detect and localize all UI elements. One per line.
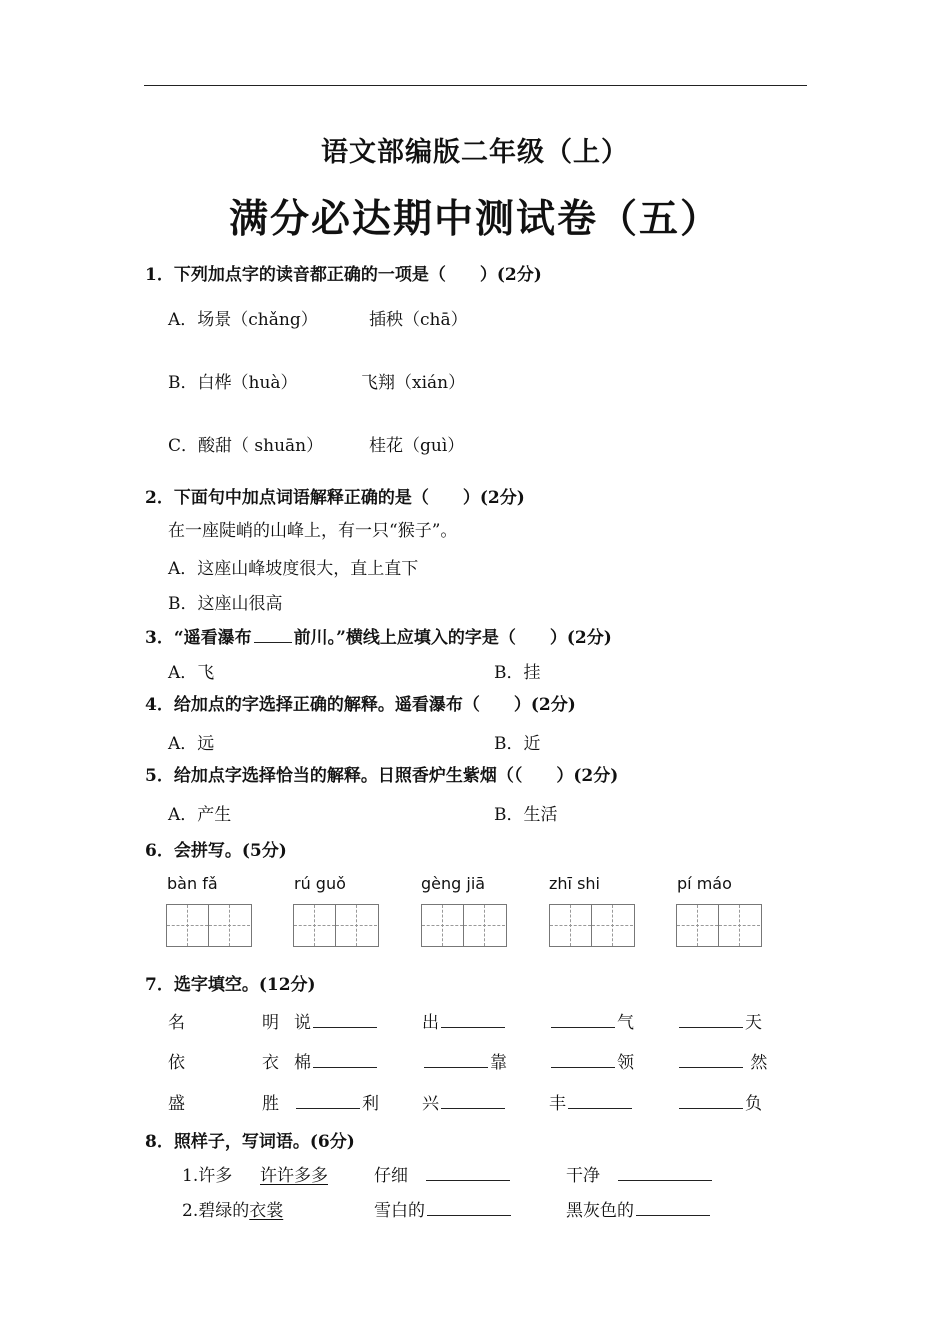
q3-option-b: B．挂 bbox=[494, 663, 541, 683]
q3-stem-start: 3．“遥看瀑布 bbox=[145, 628, 252, 648]
q1-option-c2: 桂花（guì） bbox=[369, 436, 465, 456]
q7-item bbox=[422, 1048, 507, 1073]
q8-blank[interactable] bbox=[427, 1200, 511, 1216]
q7-blank[interactable] bbox=[568, 1093, 632, 1109]
q8-blank[interactable] bbox=[636, 1200, 710, 1216]
q5-option-b: B．生活 bbox=[494, 805, 558, 825]
q7-blank[interactable] bbox=[441, 1012, 505, 1028]
q7-item bbox=[677, 1008, 762, 1033]
q7-item bbox=[294, 1008, 379, 1033]
q7-item bbox=[294, 1089, 379, 1114]
q7-choice-char: 衣 bbox=[262, 1053, 279, 1073]
q7-item bbox=[677, 1089, 762, 1114]
writing-grid-4[interactable] bbox=[549, 904, 635, 947]
q7-blank[interactable] bbox=[679, 1093, 743, 1109]
q7-choice-char: 依 bbox=[168, 1053, 185, 1073]
q8-line2-word bbox=[374, 1196, 513, 1221]
q1-option-a1: A．场景（chǎng） bbox=[168, 310, 318, 330]
q8-word: 干净 bbox=[566, 1166, 600, 1186]
q8-line1-word bbox=[374, 1161, 512, 1186]
question-4-stem: 4．给加点的字选择正确的解释。遥看瀑布（ ）(2分) bbox=[145, 695, 576, 715]
pinyin-2: rú guǒ bbox=[294, 874, 346, 893]
q7-choice-char: 明 bbox=[262, 1013, 279, 1033]
q1-option-b1: B．白桦（huà） bbox=[168, 373, 298, 393]
q2-option-b: B．这座山很高 bbox=[168, 594, 283, 614]
q8-blank[interactable] bbox=[618, 1165, 712, 1181]
question-6-stem: 6．会拼写。(5分) bbox=[145, 841, 287, 861]
pinyin-1: bàn fǎ bbox=[167, 874, 218, 893]
q8-line1-prompt: 1.许多 bbox=[182, 1166, 233, 1186]
q7-blank[interactable] bbox=[679, 1012, 743, 1028]
q7-item-char: 丰 bbox=[549, 1094, 566, 1114]
q3-fill-blank[interactable] bbox=[254, 627, 292, 643]
q8-line2-prefix: 2.碧绿的 bbox=[182, 1201, 250, 1221]
q8-line2-prompt bbox=[182, 1196, 283, 1221]
q8-word: 黑灰色的 bbox=[566, 1201, 634, 1221]
q7-item-char: 然 bbox=[750, 1053, 768, 1073]
q7-item bbox=[422, 1008, 507, 1033]
q8-line1-word bbox=[566, 1161, 714, 1186]
writing-grid-2[interactable] bbox=[293, 904, 379, 947]
q7-item-char: 负 bbox=[745, 1094, 762, 1114]
question-1-stem: 1．下列加点字的读音都正确的一项是（ ）(2分) bbox=[145, 265, 542, 285]
q2-option-a: A．这座山峰坡度很大，直上直下 bbox=[168, 559, 419, 579]
question-2-stem: 2．下面句中加点词语解释正确的是（ ）(2分) bbox=[145, 488, 525, 508]
q7-blank[interactable] bbox=[313, 1012, 377, 1028]
pinyin-5: pí máo bbox=[677, 874, 732, 893]
q7-item-char: 领 bbox=[617, 1053, 634, 1073]
q7-item bbox=[422, 1089, 507, 1114]
q7-item-char: 气 bbox=[617, 1013, 634, 1033]
q7-item-char: 说 bbox=[294, 1013, 311, 1033]
q7-item-char: 靠 bbox=[490, 1053, 507, 1073]
q4-option-b: B．近 bbox=[494, 734, 541, 754]
q7-blank[interactable] bbox=[551, 1012, 615, 1028]
writing-grid-3[interactable] bbox=[421, 904, 507, 947]
q8-word: 雪白的 bbox=[374, 1201, 425, 1221]
q7-blank[interactable] bbox=[313, 1052, 377, 1068]
q8-line2-example: 衣裳 bbox=[249, 1201, 284, 1221]
q8-line1-example: 许许多多 bbox=[260, 1166, 328, 1186]
q7-blank[interactable] bbox=[679, 1052, 743, 1068]
q7-choice-char: 胜 bbox=[262, 1094, 279, 1114]
question-8-stem: 8．照样子，写词语。(6分) bbox=[145, 1132, 355, 1152]
question-7-stem: 7．选字填空。(12分) bbox=[145, 975, 316, 995]
pinyin-3: gèng jiā bbox=[421, 874, 486, 893]
q7-item bbox=[677, 1048, 767, 1073]
question-3-stem bbox=[145, 623, 612, 648]
q7-choice-char: 盛 bbox=[168, 1094, 185, 1114]
q3-option-a: A．飞 bbox=[168, 663, 215, 683]
q7-blank[interactable] bbox=[424, 1052, 488, 1068]
q8-word: 仔细 bbox=[374, 1166, 408, 1186]
subtitle: 语文部编版二年级（上） bbox=[321, 137, 629, 168]
q1-option-c1: C．酸甜（ shuān） bbox=[168, 436, 324, 456]
q7-item-char: 出 bbox=[422, 1013, 439, 1033]
q7-item-char: 利 bbox=[362, 1094, 379, 1114]
q7-blank[interactable] bbox=[441, 1093, 505, 1109]
q2-sentence: 在一座陡峭的山峰上，有一只“猴子”。 bbox=[168, 521, 458, 541]
header-rule bbox=[144, 85, 807, 86]
question-5-stem: 5．给加点字选择恰当的解释。日照香炉生紫烟（（ ）(2分) bbox=[145, 766, 619, 786]
q4-option-a: A．远 bbox=[168, 734, 215, 754]
pinyin-4: zhī shi bbox=[549, 874, 600, 893]
q7-item-char: 天 bbox=[745, 1013, 762, 1033]
page-title: 满分必达期中测试卷（五） bbox=[228, 196, 721, 242]
q5-option-a: A．产生 bbox=[168, 805, 232, 825]
q7-item bbox=[549, 1048, 634, 1073]
q7-item bbox=[549, 1008, 634, 1033]
writing-grid-5[interactable] bbox=[676, 904, 762, 947]
q1-option-a2: 插秧（chā） bbox=[369, 310, 468, 330]
q7-item-char: 棉 bbox=[294, 1053, 311, 1073]
q8-blank[interactable] bbox=[426, 1165, 510, 1181]
q7-choice-char: 名 bbox=[168, 1013, 185, 1033]
q7-item bbox=[294, 1048, 379, 1073]
q3-stem-end: 前川。”横线上应填入的字是（ ）(2分) bbox=[293, 628, 612, 648]
q7-item bbox=[549, 1089, 634, 1114]
q1-option-b2: 飞翔（xián） bbox=[361, 373, 466, 393]
q8-line2-word bbox=[566, 1196, 712, 1221]
q7-item-char: 兴 bbox=[422, 1094, 439, 1114]
writing-grid-1[interactable] bbox=[166, 904, 252, 947]
q7-blank[interactable] bbox=[551, 1052, 615, 1068]
q7-blank[interactable] bbox=[296, 1093, 360, 1109]
